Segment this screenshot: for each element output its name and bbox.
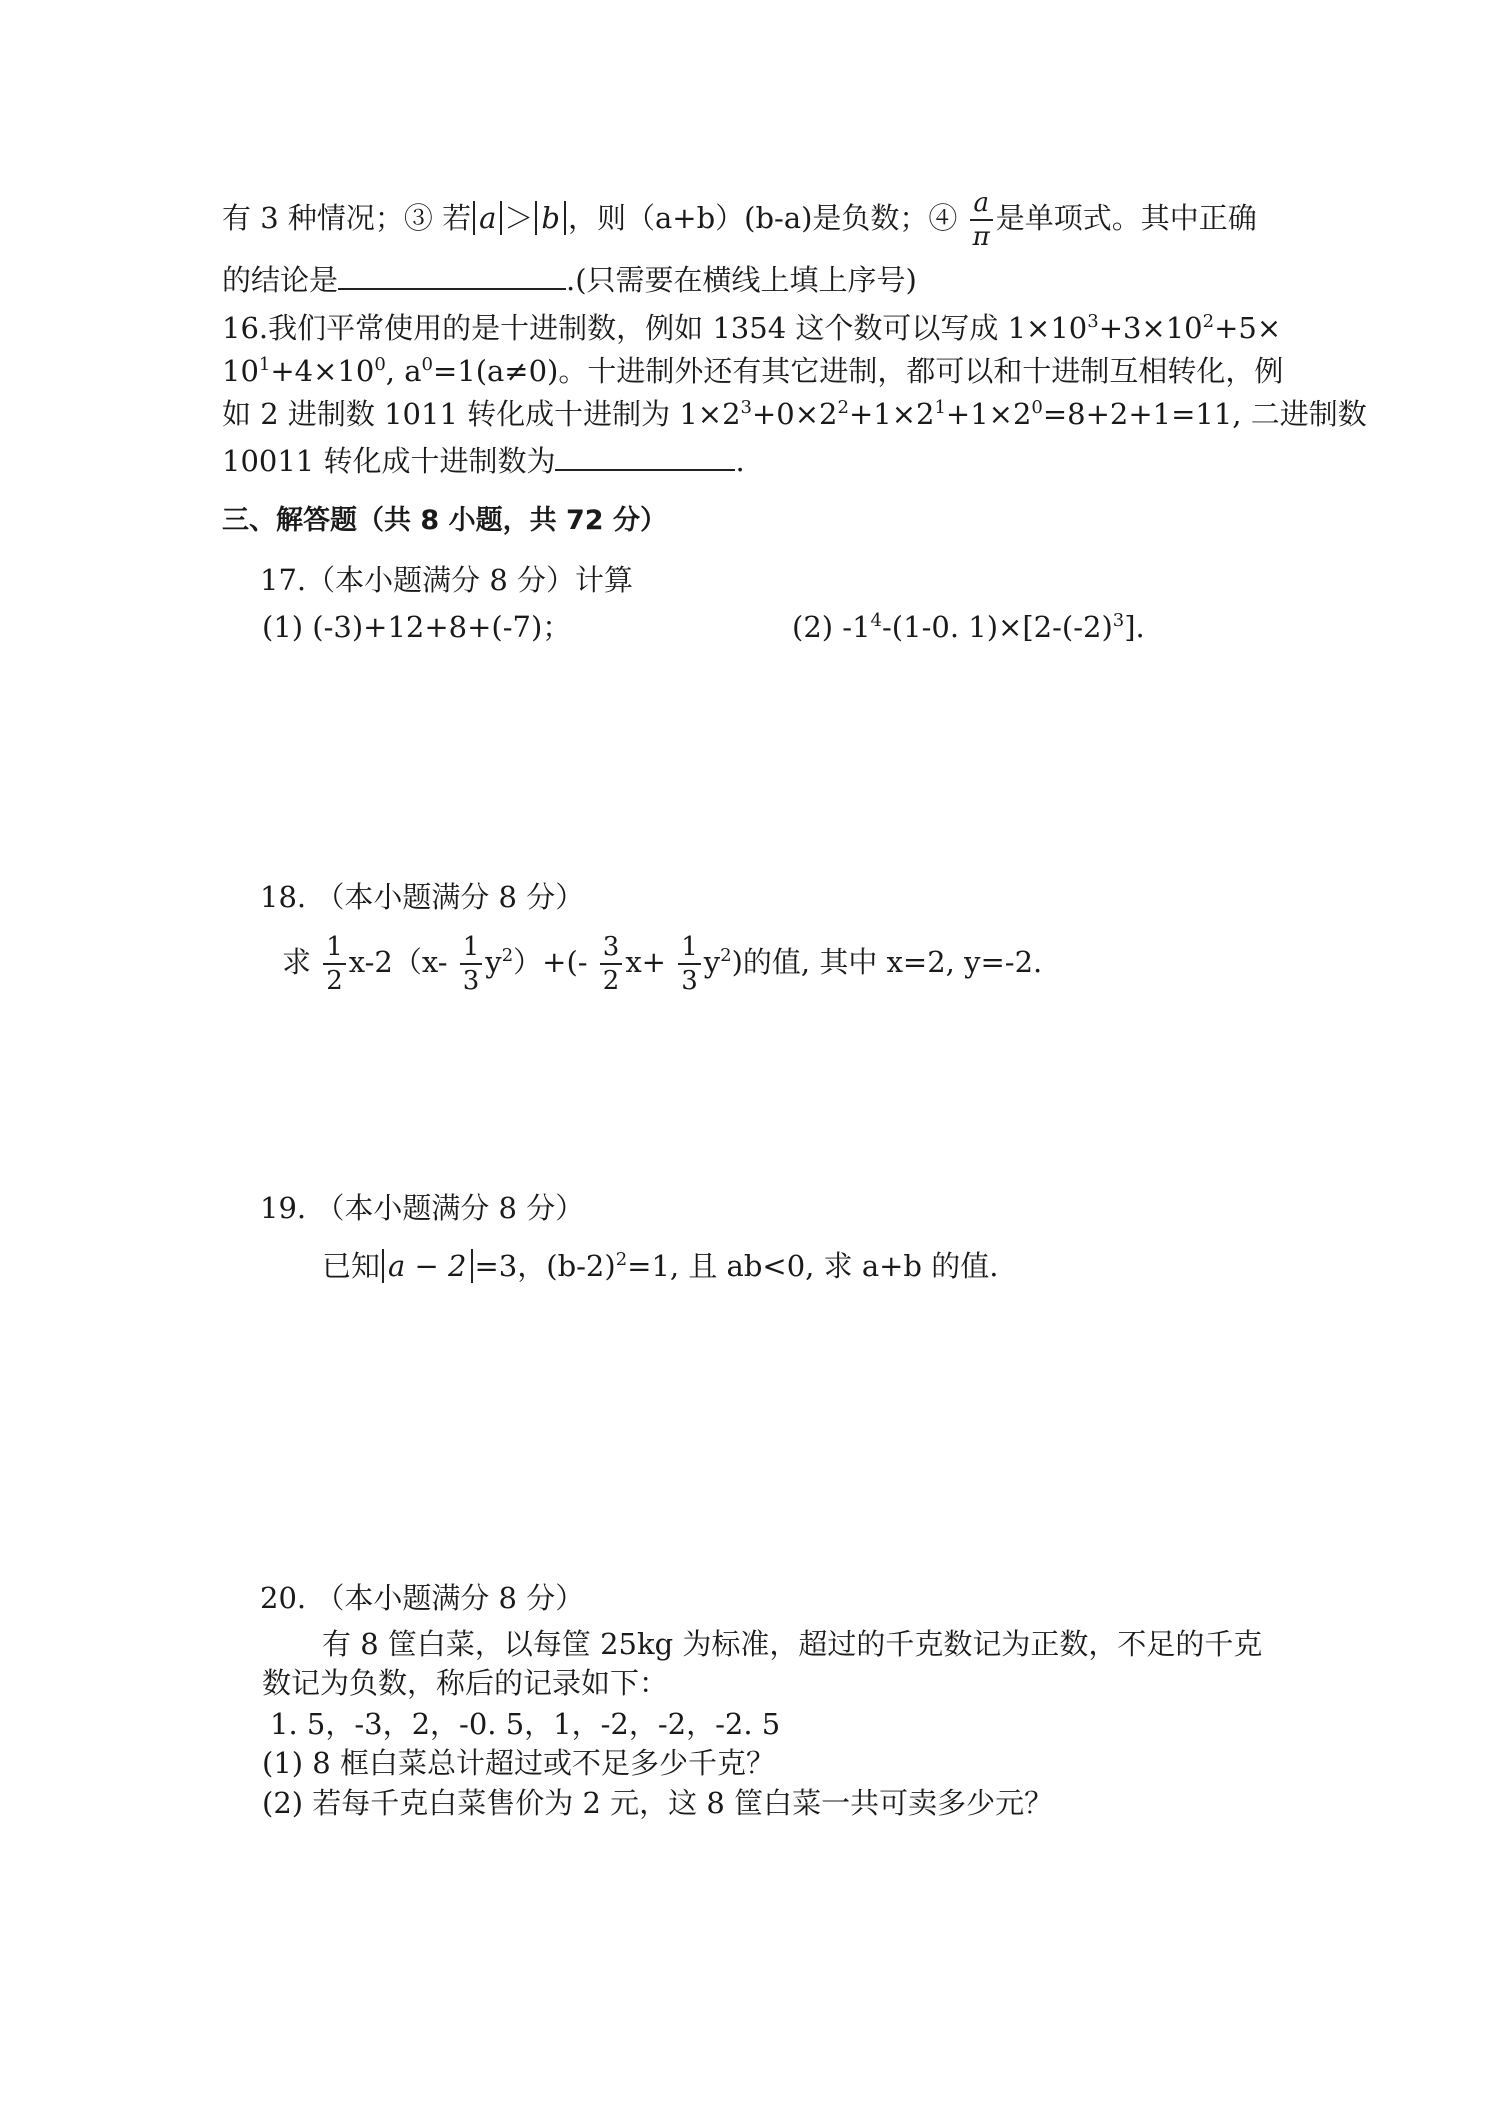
- q20-data-line: 1. 5，-3，2，-0. 5，1，-2，-2，-2. 5: [270, 1707, 781, 1741]
- q18-text: )的值, 其中 x=2, y=-2.: [731, 945, 1043, 979]
- exponent: 0: [374, 354, 386, 375]
- q15-line-1: [222, 190, 1257, 250]
- exponent: 4: [870, 610, 882, 631]
- q18-text: 求: [282, 945, 312, 979]
- fraction-numerator: a: [970, 190, 993, 221]
- q15-text: .(只需要在横线上填上序号): [566, 263, 917, 297]
- q19-text: 已知: [322, 1249, 381, 1283]
- q18-text: y: [703, 945, 721, 979]
- q19-text: =3，(b-2): [474, 1249, 616, 1283]
- exponent: 1: [934, 397, 946, 418]
- q20-part-2: (2) 若每千克白菜售价为 2 元，这 8 筐白菜一共可卖多少元？: [262, 1786, 1054, 1820]
- q16-text: +1×2: [848, 397, 935, 431]
- answer-blank[interactable]: [338, 258, 566, 290]
- q16-text: +4×10: [270, 354, 375, 388]
- q15-text: 有 3 种情况；③ 若: [222, 201, 472, 235]
- q19-text: =1, 且 ab<0, 求 a+b 的值.: [627, 1249, 999, 1283]
- q20-line-2: 数记为负数，称后的记录如下：: [262, 1666, 669, 1700]
- answer-blank[interactable]: [555, 439, 735, 471]
- q16-text: =8+2+1=11, 二进制数: [1042, 397, 1367, 431]
- q15-text: 的结论是: [222, 263, 339, 297]
- q15-line-2: [222, 258, 917, 300]
- q16-text: +1×2: [945, 397, 1032, 431]
- q16-line-2: [222, 351, 1283, 391]
- exponent: 3: [1087, 311, 1099, 332]
- fraction-a-over-pi: [970, 190, 993, 250]
- q20-line-1: 有 8 筐白菜，以每筐 25kg 为标准，超过的千克数记为正数，不足的千克: [322, 1627, 1263, 1661]
- fraction-denominator: 2: [602, 966, 620, 996]
- section-heading: 三、解答题（共 8 小题，共 72 分）: [222, 505, 667, 536]
- q16-text: =1(a≠0)。十进制外还有其它进制，都可以和十进制互相转化，例: [432, 354, 1284, 388]
- abs-a: a: [473, 201, 502, 235]
- q17-text: -(1-0. 1)×[2-(-2): [882, 610, 1113, 644]
- q18-text: y: [485, 945, 502, 979]
- exponent: 2: [837, 397, 849, 418]
- q16-text: , a: [385, 354, 422, 388]
- exponent: 2: [501, 945, 514, 966]
- fraction-three-halves: [600, 934, 623, 994]
- q16-text: 10: [222, 354, 259, 388]
- q19-body: [322, 1246, 998, 1286]
- exponent: 0: [421, 354, 433, 375]
- q17-text: (2) -1: [792, 610, 871, 644]
- q15-text: ，则（a+b）(b-a)是负数；④: [568, 201, 958, 235]
- fraction-numerator: 1: [460, 934, 483, 965]
- gt-symbol: ＞: [504, 201, 534, 235]
- q18-title: 18. （本小题满分 8 分）: [260, 880, 585, 914]
- q16-text: +0×2: [752, 397, 838, 431]
- q18-expression: [282, 922, 1042, 1002]
- exponent: 3: [740, 397, 752, 418]
- q16-text: .: [735, 444, 745, 478]
- q20-part-1: (1) 8 框白菜总计超过或不足多少千克？: [262, 1746, 775, 1780]
- q15-text: 是单项式。其中正确: [995, 201, 1257, 235]
- fraction-one-half: [323, 934, 346, 994]
- fraction-one-third: [460, 934, 483, 994]
- q16-line-4: [222, 439, 745, 481]
- exponent: 2: [1202, 311, 1215, 332]
- exponent: 1: [258, 354, 271, 375]
- q17-part-1: (1) (-3)+12+8+(-7)；: [262, 610, 572, 644]
- fraction-denominator: 3: [462, 966, 480, 996]
- fraction-numerator: 1: [678, 934, 701, 965]
- q18-text: x+: [625, 945, 666, 979]
- q17-title: 17.（本小题满分 8 分）计算: [260, 563, 634, 597]
- q20-title: 20. （本小题满分 8 分）: [260, 1581, 585, 1615]
- q16-line-3: [222, 394, 1367, 434]
- q16-line-1: [222, 308, 1281, 348]
- exponent: 2: [720, 945, 732, 966]
- fraction-numerator: 1: [323, 934, 346, 965]
- q16-text: +5×: [1214, 311, 1282, 345]
- q17-text: ].: [1124, 610, 1145, 644]
- abs-b: b: [535, 201, 566, 235]
- q18-text: x-2（x-: [348, 945, 448, 979]
- q16-text: +3×10: [1098, 311, 1203, 345]
- q16-text: 如 2 进制数 1011 转化成十进制为 1×2: [222, 397, 741, 431]
- q19-title: 19. （本小题满分 8 分）: [260, 1191, 585, 1225]
- fraction-denominator: π: [972, 222, 990, 252]
- exponent: 3: [1112, 610, 1125, 631]
- exponent: 0: [1031, 397, 1043, 418]
- fraction-numerator: 3: [600, 934, 623, 965]
- exponent: 2: [615, 1249, 628, 1270]
- q16-text: 10011 转化成十进制数为: [222, 444, 556, 478]
- q17-part-2: [792, 607, 1145, 647]
- q16-text: 16.我们平常使用的是十进制数，例如 1354 这个数可以写成 1×10: [222, 311, 1088, 345]
- q18-text: ）+(-: [513, 945, 588, 979]
- fraction-denominator: 3: [681, 966, 698, 996]
- fraction-one-third: [678, 934, 701, 994]
- abs-a-minus-2: a − 2: [382, 1249, 472, 1283]
- fraction-denominator: 2: [326, 966, 343, 996]
